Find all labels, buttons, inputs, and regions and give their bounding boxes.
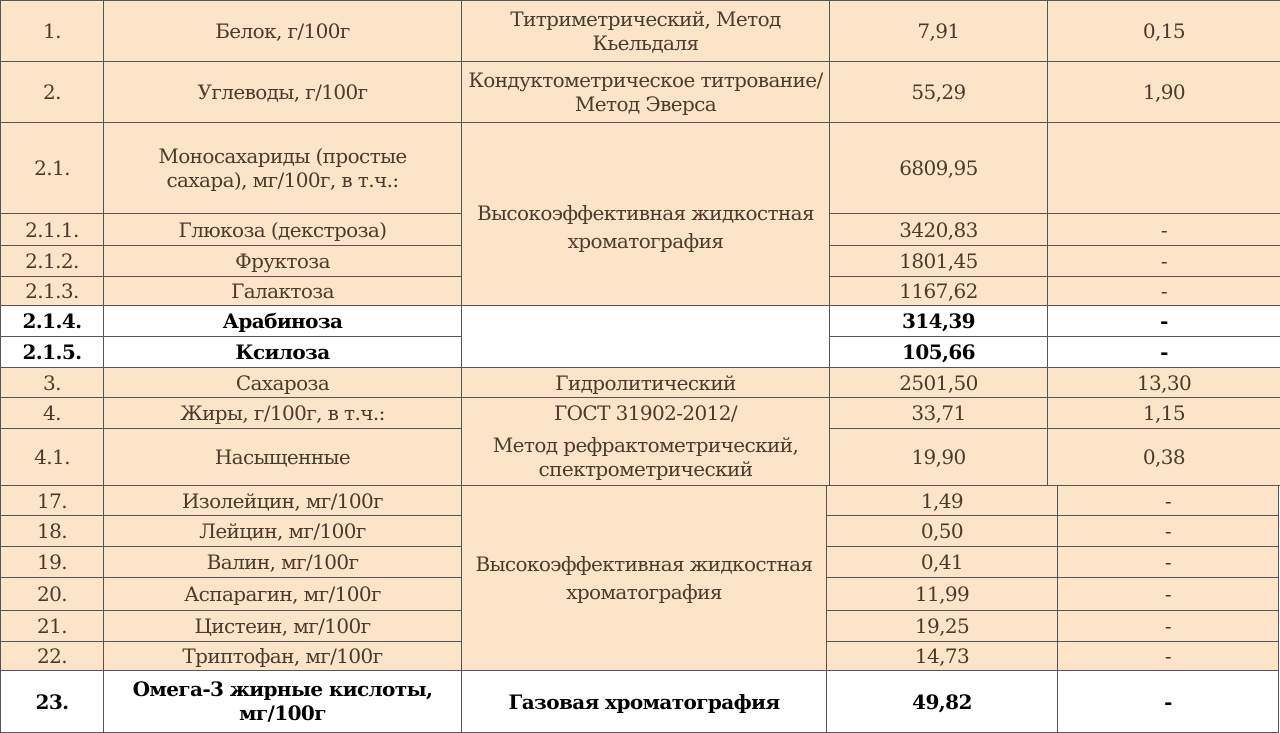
analysis-table-bottom [0,485,1279,733]
method-cell-empty [462,306,830,368]
indicator-name: Жиры, г/100г, в т.ч.: [104,398,462,429]
error-cell: - [1058,671,1279,733]
row-number: 19. [1,547,104,578]
value-cell: 19,25 [827,611,1058,642]
table-row [1,429,1280,486]
row-number: 3. [1,368,104,398]
indicator-name: Арабиноза [104,306,462,337]
indicator-name: Ксилоза [104,337,462,368]
indicator-name: Омега-3 жирные кислоты, мг/100г [104,671,462,733]
indicator-name: Валин, мг/100г [104,547,462,578]
row-number: 2.1.2. [1,246,104,277]
error-cell: 0,38 [1048,429,1280,486]
error-cell: - [1058,486,1279,516]
indicator-name: Углеводы, г/100г [104,62,462,123]
row-number: 17. [1,486,104,516]
table-row [1,368,1280,398]
row-number: 4.1. [1,429,104,486]
row-number: 21. [1,611,104,642]
row-number: 20. [1,578,104,611]
value-cell: 1801,45 [830,246,1048,277]
table-row [1,486,1279,516]
value-cell: 1167,62 [830,277,1048,306]
error-cell: - [1048,214,1280,246]
error-cell: - [1058,642,1279,671]
value-cell: 33,71 [830,398,1048,429]
row-number: 22. [1,642,104,671]
indicator-name: Белок, г/100г [104,1,462,62]
value-cell: 0,50 [827,516,1058,547]
row-number: 2. [1,62,104,123]
indicator-name: Аспарагин, мг/100г [104,578,462,611]
value-cell: 49,82 [827,671,1058,733]
value-cell: 2501,50 [830,368,1048,398]
row-number: 2.1.1. [1,214,104,246]
value-cell: 1,49 [827,486,1058,516]
value-cell: 0,41 [827,547,1058,578]
value-cell: 14,73 [827,642,1058,671]
error-cell: 1,90 [1048,62,1280,123]
method-cell-hplc: Высокоэффективная жидкостная хроматография [462,123,830,306]
error-cell: - [1058,611,1279,642]
value-cell: 105,66 [830,337,1048,368]
row-number: 1. [1,1,104,62]
row-number: 2.1. [1,123,104,214]
indicator-name: Лейцин, мг/100г [104,516,462,547]
value-cell: 19,90 [830,429,1048,486]
row-number: 2.1.3. [1,277,104,306]
error-cell: - [1048,337,1280,368]
row-number: 18. [1,516,104,547]
table-row [1,671,1279,733]
error-cell: - [1048,306,1280,337]
indicator-name: Глюкоза (декстроза) [104,214,462,246]
table-row [1,62,1280,123]
error-cell: - [1058,578,1279,611]
row-number: 23. [1,671,104,733]
row-number: 2.1.5. [1,337,104,368]
indicator-name: Изолейцин, мг/100г [104,486,462,516]
method-cell: Гидролитический [462,368,830,398]
method-cell: Метод рефрактометрический, спектрометрический [462,429,830,486]
value-cell: 314,39 [830,306,1048,337]
error-cell [1048,123,1280,214]
method-cell: Газовая хроматография [462,671,827,733]
indicator-name: Фруктоза [104,246,462,277]
indicator-name: Цистеин, мг/100г [104,611,462,642]
table-row [1,306,1280,337]
value-cell: 7,91 [830,1,1048,62]
table-row [1,123,1280,214]
indicator-name: Сахароза [104,368,462,398]
method-cell: Кондуктометрическое титрование/Метод Эверса [462,62,830,123]
error-cell: 13,30 [1048,368,1280,398]
value-cell: 11,99 [827,578,1058,611]
method-cell: ГОСТ 31902-2012/ [462,398,830,429]
error-cell: - [1048,277,1280,306]
indicator-name: Галактоза [104,277,462,306]
value-cell: 3420,83 [830,214,1048,246]
value-cell: 6809,95 [830,123,1048,214]
row-number: 4. [1,398,104,429]
row-number: 2.1.4. [1,306,104,337]
table-row [1,398,1280,429]
indicator-name: Триптофан, мг/100г [104,642,462,671]
error-cell: 0,15 [1048,1,1280,62]
error-cell: - [1058,547,1279,578]
method-cell-hplc: Высокоэффективная жидкостная хроматография [462,486,827,671]
table-row [1,1,1280,62]
error-cell: 1,15 [1048,398,1280,429]
value-cell: 55,29 [830,62,1048,123]
indicator-name: Моносахариды (простые сахара), мг/100г, в т.ч.: [104,123,462,214]
error-cell: - [1048,246,1280,277]
error-cell: - [1058,516,1279,547]
indicator-name: Насыщенные [104,429,462,486]
method-cell: Титриметрический, Метод Кьельдаля [462,1,830,62]
